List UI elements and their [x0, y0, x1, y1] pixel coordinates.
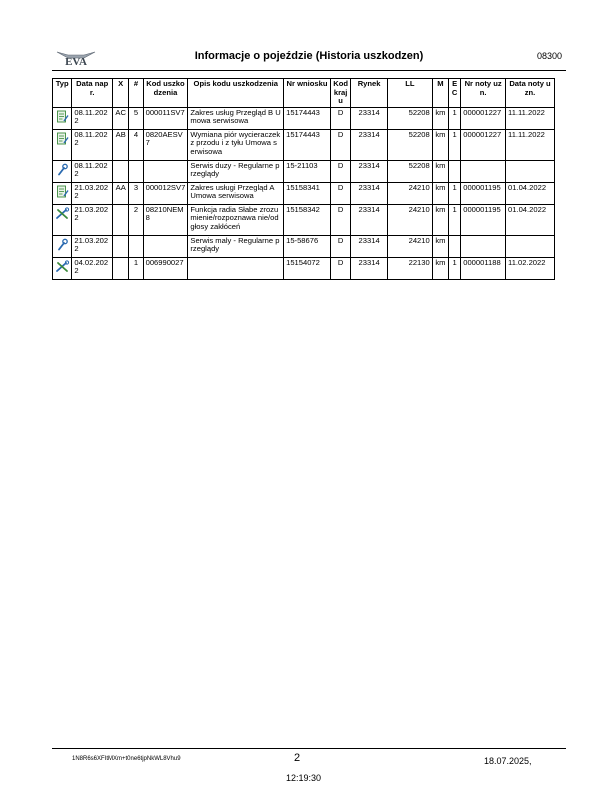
- table-row: [53, 160, 555, 182]
- col-header-market: Rynek: [351, 79, 388, 108]
- row-description: [188, 257, 284, 279]
- row-credit-note-no: 000001227: [461, 129, 506, 160]
- col-header-mileage: LL: [387, 79, 432, 108]
- row-x: AC: [113, 107, 129, 129]
- warranty-document-icon: [55, 110, 69, 123]
- row-unit: km: [432, 257, 448, 279]
- row-country-code: D: [330, 160, 350, 182]
- row-damage-code: 006990027: [143, 257, 188, 279]
- row-damage-code: [143, 235, 188, 257]
- row-mileage: 22130: [387, 257, 432, 279]
- row-ec: 1: [449, 257, 461, 279]
- table-row: [53, 257, 555, 279]
- row-credit-note-date: [506, 160, 555, 182]
- row-credit-note-date: 01.04.2022: [506, 204, 555, 235]
- row-x: [113, 160, 129, 182]
- row-date: 21.03.2022: [72, 182, 113, 204]
- row-number: 3: [129, 182, 143, 204]
- row-unit: km: [432, 235, 448, 257]
- row-ec: 1: [449, 129, 461, 160]
- table-header-row: [53, 79, 555, 108]
- row-credit-note-date: [506, 235, 555, 257]
- table-row: [53, 182, 555, 204]
- row-market: 23314: [351, 257, 388, 279]
- row-x: [113, 257, 129, 279]
- print-date: 18.07.2025,: [484, 756, 532, 766]
- row-date: 21.03.2022: [72, 235, 113, 257]
- row-date: 08.11.2022: [72, 160, 113, 182]
- row-credit-note-date: 01.04.2022: [506, 182, 555, 204]
- row-ec: 1: [449, 107, 461, 129]
- row-type-cell: [53, 235, 72, 257]
- col-header-credit-note-no: Nr noty uzn.: [461, 79, 506, 108]
- row-number: 1: [129, 257, 143, 279]
- row-number: [129, 235, 143, 257]
- header-divider: [52, 70, 566, 71]
- row-mileage: 52208: [387, 107, 432, 129]
- row-credit-note-no: [461, 160, 506, 182]
- row-type-cell: [53, 257, 72, 279]
- row-date: 04.02.2022: [72, 257, 113, 279]
- row-damage-code: 08210NEM8: [143, 204, 188, 235]
- row-damage-code: 0820AESV7: [143, 129, 188, 160]
- col-header-description: Opis kodu uszkodzenia: [188, 79, 284, 108]
- repair-tools-icon: [55, 260, 69, 273]
- col-header-damage-code: Kod uszkodzenia: [143, 79, 188, 108]
- row-number: 4: [129, 129, 143, 160]
- col-header-country-code: Kod kraju: [330, 79, 350, 108]
- row-mileage: 52208: [387, 129, 432, 160]
- row-request-no: 15-58676: [284, 235, 331, 257]
- row-request-no: 15174443: [284, 129, 331, 160]
- row-request-no: 15154072: [284, 257, 331, 279]
- row-number: 2: [129, 204, 143, 235]
- service-wrench-icon: [55, 163, 69, 176]
- page-header: [52, 44, 566, 70]
- row-damage-code: 000011SV7: [143, 107, 188, 129]
- row-description: Serwis duzy - Regularne przeglądy: [188, 160, 284, 182]
- row-unit: km: [432, 107, 448, 129]
- table-row: [53, 235, 555, 257]
- row-credit-note-date: 11.02.2022: [506, 257, 555, 279]
- row-mileage: 52208: [387, 160, 432, 182]
- row-unit: km: [432, 182, 448, 204]
- service-wrench-icon: [55, 238, 69, 251]
- row-request-no: 15174443: [284, 107, 331, 129]
- table-row: [53, 129, 555, 160]
- col-header-credit-note-date: Data noty uzn.: [506, 79, 555, 108]
- row-ec: [449, 235, 461, 257]
- col-header-request-no: Nr wniosku: [284, 79, 331, 108]
- table-row: [53, 107, 555, 129]
- row-request-no: 15158341: [284, 182, 331, 204]
- row-type-cell: [53, 129, 72, 160]
- row-credit-note-date: 11.11.2022: [506, 107, 555, 129]
- row-country-code: D: [330, 257, 350, 279]
- row-ec: 1: [449, 182, 461, 204]
- svg-text:EVA: EVA: [65, 56, 87, 68]
- row-type-cell: [53, 160, 72, 182]
- footer-divider: [52, 748, 566, 749]
- row-number: 5: [129, 107, 143, 129]
- row-credit-note-no: 000001195: [461, 204, 506, 235]
- row-x: AB: [113, 129, 129, 160]
- col-header-unit: M: [432, 79, 448, 108]
- row-mileage: 24210: [387, 204, 432, 235]
- row-x: [113, 204, 129, 235]
- col-header-type: Typ: [53, 79, 72, 108]
- row-market: 23314: [351, 204, 388, 235]
- row-x: [113, 235, 129, 257]
- row-credit-note-no: 000001188: [461, 257, 506, 279]
- row-type-cell: [53, 182, 72, 204]
- row-description: Serwis maly - Regularne przeglądy: [188, 235, 284, 257]
- row-ec: [449, 160, 461, 182]
- row-x: AA: [113, 182, 129, 204]
- row-unit: km: [432, 129, 448, 160]
- row-description: Zakres usług Przegląd B Umowa serwisowa: [188, 107, 284, 129]
- document-code: 08300: [536, 51, 562, 61]
- row-unit: km: [432, 204, 448, 235]
- table-row: [53, 204, 555, 235]
- row-credit-note-no: 000001195: [461, 182, 506, 204]
- page-title: Informacje o pojeździe (Historia uszkodzen): [194, 50, 424, 62]
- warranty-document-icon: [55, 185, 69, 198]
- row-mileage: 24210: [387, 235, 432, 257]
- page-number: 2: [293, 752, 301, 764]
- row-credit-note-no: [461, 235, 506, 257]
- row-type-cell: [53, 107, 72, 129]
- row-ec: 1: [449, 204, 461, 235]
- row-mileage: 24210: [387, 182, 432, 204]
- warranty-document-icon: [55, 132, 69, 145]
- row-market: 23314: [351, 182, 388, 204]
- row-description: Zakres usługi Przegląd A Umowa serwisowa: [188, 182, 284, 204]
- row-description: Wymiana piór wycieraczek z przodu i z tyłu Umowa serwisowa: [188, 129, 284, 160]
- col-header-date: Data napr.: [72, 79, 113, 108]
- row-request-no: 15-21103: [284, 160, 331, 182]
- row-date: 08.11.2022: [72, 107, 113, 129]
- row-damage-code: [143, 160, 188, 182]
- row-date: 08.11.2022: [72, 129, 113, 160]
- row-type-cell: [53, 204, 72, 235]
- col-header-ec: E C: [449, 79, 461, 108]
- repair-tools-icon: [55, 207, 69, 220]
- row-credit-note-date: 11.11.2022: [506, 129, 555, 160]
- col-header-number: #: [129, 79, 143, 108]
- row-date: 21.03.2022: [72, 204, 113, 235]
- row-credit-note-no: 000001227: [461, 107, 506, 129]
- row-country-code: D: [330, 107, 350, 129]
- damage-history-table: [52, 78, 555, 280]
- row-country-code: D: [330, 204, 350, 235]
- row-market: 23314: [351, 235, 388, 257]
- print-time: 12:19:30: [286, 773, 322, 783]
- footer-document-id: 1N8R6s6XFItMXm+t0ne6tjpNkWL8Vhu9: [72, 756, 181, 762]
- row-country-code: D: [330, 129, 350, 160]
- row-request-no: 15158342: [284, 204, 331, 235]
- row-damage-code: 000012SV7: [143, 182, 188, 204]
- row-market: 23314: [351, 160, 388, 182]
- row-number: [129, 160, 143, 182]
- row-unit: km: [432, 160, 448, 182]
- row-market: 23314: [351, 129, 388, 160]
- row-market: 23314: [351, 107, 388, 129]
- col-header-x: X: [113, 79, 129, 108]
- row-country-code: D: [330, 235, 350, 257]
- row-description: Funkcja radia Słabe zrozumienie/rozpoznawa nie/odgłosy zakłóceń: [188, 204, 284, 235]
- row-country-code: D: [330, 182, 350, 204]
